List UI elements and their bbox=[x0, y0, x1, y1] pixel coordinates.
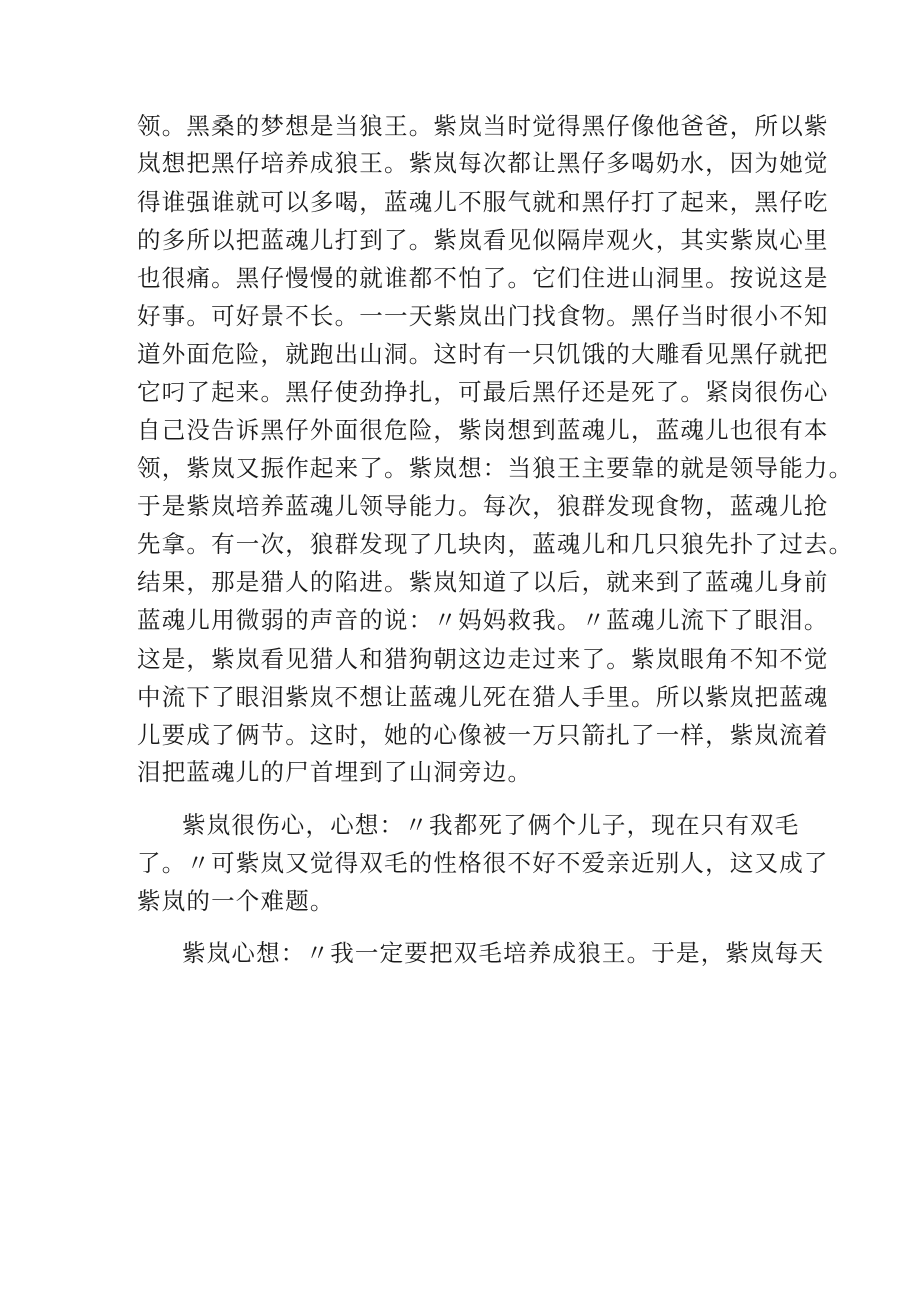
text-line: 的多所以把蓝魂儿打到了。紫岚看见似隔岸观火，其实紫岚心里 bbox=[137, 226, 829, 254]
text-line: 岚想把黑仔培养成狼王。紫岚每次都让黑仔多喝奶水，因为她觉 bbox=[137, 149, 829, 177]
text-line: 紫岚的一个难题。 bbox=[137, 887, 335, 915]
text-line: 先拿。有一次，狼群发现了几块肉，蓝魂儿和几只狼先扑了过去。 bbox=[137, 530, 854, 558]
text-line: 蓝魂儿用微弱的声音的说：〃妈妈救我。〃蓝魂儿流下了眼泪。 bbox=[137, 606, 829, 634]
paragraph-first-line: 紫岚很伤心，心想：〃我都死了俩个儿子，现在只有双毛 bbox=[182, 811, 800, 839]
text-line: 也很痛。黑仔慢慢的就谁都不怕了。它们住进山洞里。按说这是 bbox=[137, 264, 829, 292]
text-line: 结果，那是猎人的陷进。紫岚知道了以后，就来到了蓝魂儿身前 bbox=[137, 568, 829, 596]
text-line: 于是紫岚培养蓝魂儿领导能力。每次，狼群发现食物，蓝魂儿抢 bbox=[137, 492, 829, 520]
text-line: 领，紫岚又振作起来了。紫岚想：当狼王主要靠的就是领导能力。 bbox=[137, 454, 854, 482]
text-line: 中流下了眼泪紫岚不想让蓝魂儿死在猎人手里。所以紫岚把蓝魂 bbox=[137, 683, 829, 711]
text-line: 得谁强谁就可以多喝，蓝魂儿不服气就和黑仔打了起来，黑仔吃 bbox=[137, 188, 829, 216]
text-line: 道外面危险，就跑出山洞。这时有一只饥饿的大雕看见黑仔就把 bbox=[137, 340, 829, 368]
text-line: 泪把蓝魂儿的尸首埋到了山洞旁边。 bbox=[137, 758, 533, 786]
paragraph-first-line: 紫岚心想：〃我一定要把双毛培养成狼王。于是，紫岚每天 bbox=[182, 939, 825, 967]
text-line: 自己没告诉黑仔外面很危险，紫岗想到蓝魂儿，蓝魂儿也很有本 bbox=[137, 416, 829, 444]
text-line: 它叼了起来。黑仔使劲挣扎，可最后黑仔还是死了。紧岗很伤心 bbox=[137, 378, 829, 406]
text-line: 好事。可好景不长。一一天紫岚出门找食物。黑仔当时很小不知 bbox=[137, 302, 829, 330]
text-line: 领。黑桑的梦想是当狼王。紫岚当时觉得黑仔像他爸爸，所以紫 bbox=[137, 112, 829, 140]
text-line: 这是，紫岚看见猎人和猎狗朝这边走过来了。紫岚眼角不知不觉 bbox=[137, 645, 829, 673]
text-line: 儿要成了俩节。这时，她的心像被一万只箭扎了一样，紫岚流着 bbox=[137, 721, 829, 749]
text-line: 了。〃可紫岚又觉得双毛的性格很不好不爱亲近别人，这又成了 bbox=[137, 849, 829, 877]
